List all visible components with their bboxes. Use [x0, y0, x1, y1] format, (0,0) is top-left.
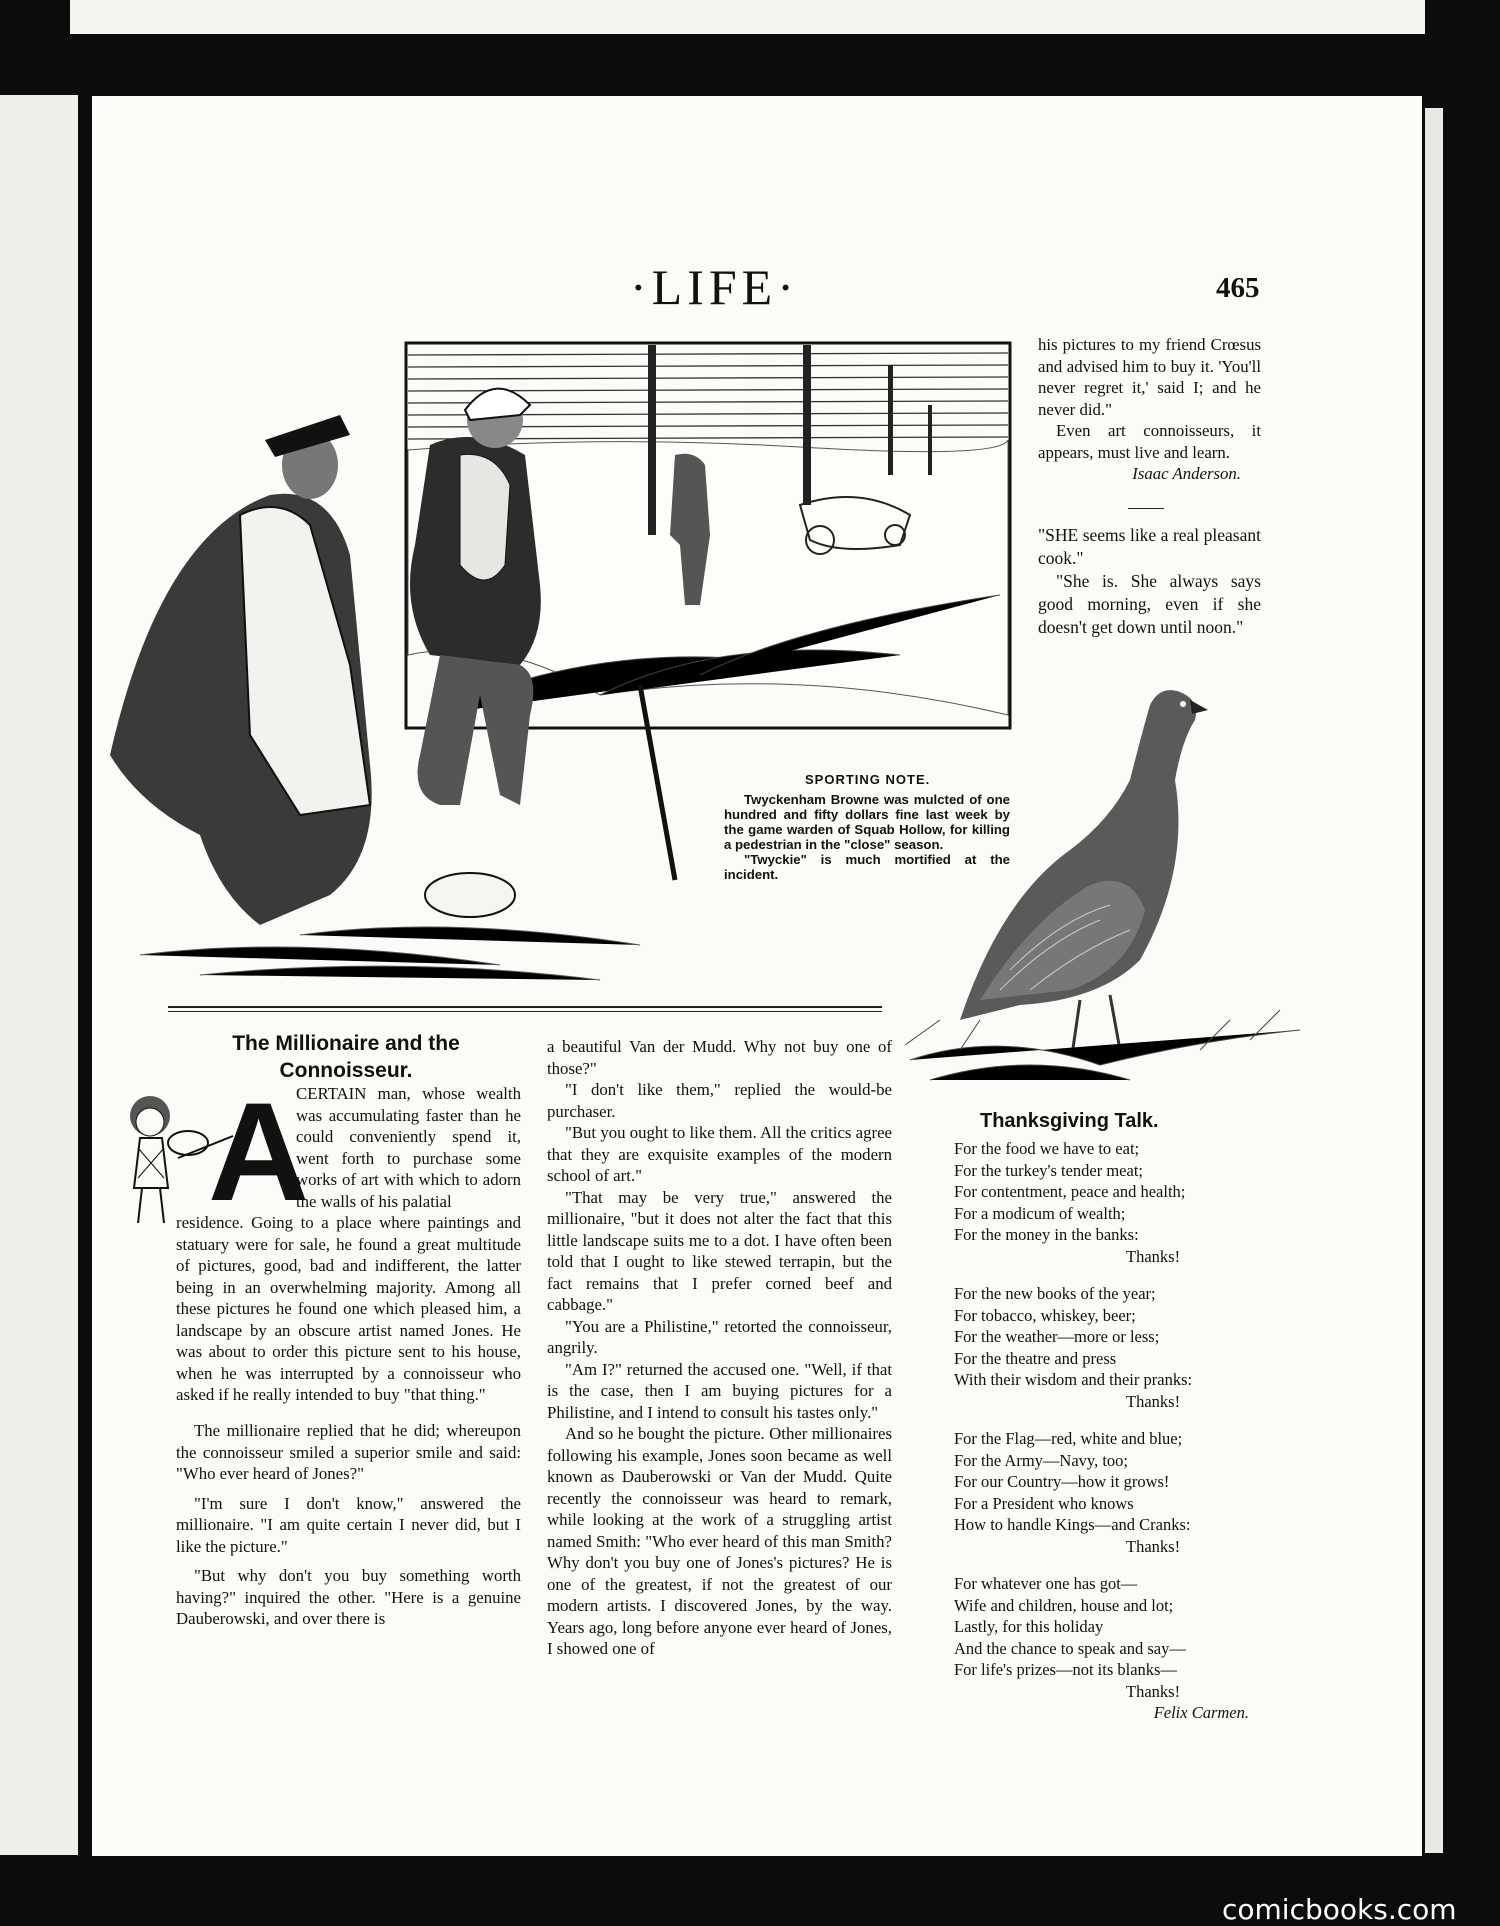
divider — [1128, 508, 1164, 509]
poem-line: For whatever one has got— — [954, 1574, 1138, 1593]
poem-stanza — [954, 1283, 1254, 1412]
story-paragraph: And so he bought the picture. Other millionaires following his example, Jones soon became as well known as Dauberowski or Van der Mudd. Quite recently the connoisseur was heard to remark, while looking at the work of a struggling artist named Smith: "Who ever heard of this man Smith? Why don't you buy one of Jones's pictures? He is one of the greatest, if not the greatest of our modern artists. I discovered Jones, by the way. Years ago, long before anyone ever heard of Jones, I showed one of — [547, 1424, 892, 1658]
poem-line: And the chance to speak and say— — [954, 1638, 1186, 1658]
poem-line: For the new books of the year; — [954, 1284, 1156, 1303]
story-column-1-intro — [176, 1083, 521, 1404]
poem-stanza — [954, 1573, 1254, 1724]
caption-paragraph: "Twyckie" is much mortified at the incident. — [724, 852, 1010, 882]
poem-body — [954, 1138, 1254, 1740]
poem-line: For tobacco, whiskey, beer; — [954, 1305, 1136, 1325]
story-column-3 — [1038, 334, 1261, 485]
story-paragraph: "But you ought to like them. All the critics agree that they are exquisite examples of the modern school of art." — [547, 1123, 892, 1185]
caption-paragraph: Twyckenham Browne was mulcted of one hundred and fifty dollars fine last week by the game warden of Squab Hollow, for killing a pedestrian in the "close" season. — [724, 792, 1010, 852]
poem-stanza — [954, 1428, 1254, 1557]
poem-line: With their wisdom and their pranks: — [954, 1370, 1193, 1389]
story-paragraph: "But why don't you buy something worth having?" inquired the other. "Here is a genuine Dauberowski, and over there is — [176, 1566, 521, 1628]
joke-block — [1038, 524, 1261, 639]
sporting-cartoon-illustration — [100, 335, 1020, 995]
poem-stanza — [954, 1138, 1254, 1267]
poem-line: For contentment, peace and health; — [954, 1182, 1186, 1201]
turkey-illustration — [900, 670, 1310, 1100]
section-divider-thin — [168, 1011, 882, 1012]
sporting-note-title: SPORTING NOTE. — [805, 772, 931, 787]
poem-line: For the turkey's tender meat; — [954, 1160, 1144, 1180]
poem-line: For the Flag—red, white and blue; — [954, 1429, 1183, 1448]
story-paragraph: "That may be very true," answered the millionaire, "but it does not alter the fact that this little landscape suits me to a dot. I have often been told that I ought to like stewed terrapin, but the fact remains that I prefer corned beef and cabbage." — [547, 1187, 892, 1314]
drop-cap: A — [208, 1073, 310, 1230]
poem-refrain: Thanks! — [1126, 1246, 1181, 1266]
poem-line: For our Country—how it grows! — [954, 1472, 1170, 1491]
poem-line: For a President who knows — [954, 1493, 1134, 1513]
story-intro-wide: residence. Going to a place where paintings and statuary were for sale, he found a great multitude of pictures, good, bad and indifferent, the latter being in an overwhelming majority. Among all these pictures he found one which pleased him, a landscape by an obscure artist named Jones. He was about to order this picture sent to his house, when he was interrupted by a connoisseur who asked if he really intended to buy "that thing." — [176, 1213, 521, 1404]
story-column-2 — [547, 1036, 892, 1660]
joke-lead: "SHE seems like a real pleasant cook." — [1038, 525, 1261, 568]
poem-line: For the weather—more or less; — [954, 1327, 1160, 1346]
story-author: Isaac Anderson. — [1132, 464, 1241, 483]
story-intro-narrow: CERTAIN man, whose wealth was accumulating faster than he could conveniently spend it, went forth to purchase some works of art with which to adorn the walls of his palatial — [296, 1084, 521, 1211]
story-paragraph: his pictures to my friend Crœsus and advised him to buy it. 'You'll never regret it,' said I; and he never did." — [1038, 335, 1261, 419]
story-title: The Millionaire and the Connoisseur. — [232, 1032, 460, 1082]
poem-line: How to handle Kings—and Cranks: — [954, 1515, 1191, 1534]
masthead: ·LIFE· — [630, 259, 799, 315]
poem-title: Thanksgiving Talk. — [980, 1110, 1159, 1132]
story-paragraph: Even art connoisseurs, it appears, must live and learn. — [1038, 421, 1261, 462]
poem-author: Felix Carmen. — [1153, 1703, 1249, 1722]
watermark: comicbooks.com — [1222, 1893, 1457, 1926]
poem-refrain: Thanks! — [1126, 1391, 1181, 1411]
right-page-edge — [1425, 108, 1443, 1853]
poem-line: Wife and children, house and lot; — [954, 1595, 1174, 1615]
story-paragraph — [176, 1083, 521, 1404]
poem-refrain: Thanks! — [1126, 1536, 1181, 1556]
previous-page-strip — [70, 0, 1425, 34]
page-number: 465 — [1216, 272, 1260, 304]
story-column-1 — [176, 1420, 521, 1630]
poem-line: For the food we have to eat; — [954, 1139, 1140, 1158]
poem-line: For the Army—Navy, too; — [954, 1450, 1128, 1470]
poem-line: Lastly, for this holiday — [954, 1617, 1104, 1636]
story-paragraph: "I'm sure I don't know," answered the millionaire. "I am quite certain I never did, but I like the picture." — [176, 1493, 521, 1556]
story-paragraph: a beautiful Van der Mudd. Why not buy one of those?" — [547, 1037, 892, 1078]
joke-reply: "She is. She always says good morning, even if she doesn't get down until noon." — [1038, 571, 1261, 637]
poem-line: For the theatre and press — [954, 1348, 1117, 1368]
story-paragraph: "Am I?" returned the accused one. "Well, if that is the case, then I am buying pictures for a Philistine, and I intend to consult his tastes only." — [547, 1359, 892, 1422]
poem-refrain: Thanks! — [1126, 1681, 1181, 1701]
story-paragraph: The millionaire replied that he did; whereupon the connoisseur smiled a superior smile and said: "Who ever heard of Jones?" — [176, 1421, 521, 1483]
poem-line: For a modicum of wealth; — [954, 1203, 1126, 1223]
left-page-edge — [0, 95, 78, 1855]
poem-line: For the money in the banks: — [954, 1225, 1139, 1244]
section-divider-thick — [168, 1006, 882, 1008]
story-paragraph: "I don't like them," replied the would-be purchaser. — [547, 1080, 892, 1121]
story-paragraph: "You are a Philistine," retorted the connoisseur, angrily. — [547, 1316, 892, 1357]
poem-line: For life's prizes—not its blanks— — [954, 1660, 1177, 1679]
